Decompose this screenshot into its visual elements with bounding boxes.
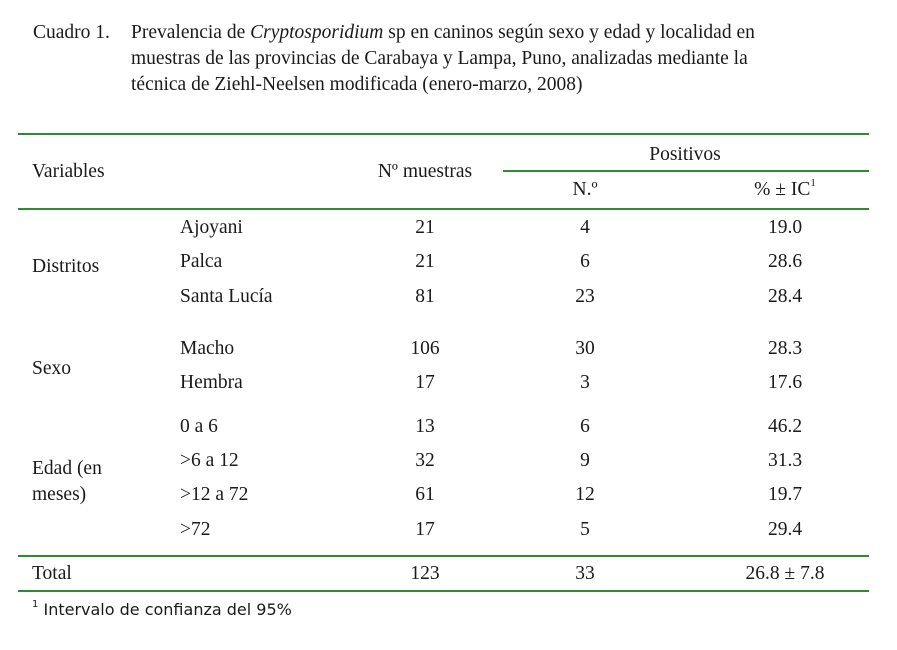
row-n-muestras: 21 — [415, 217, 435, 238]
row-label: >12 a 72 — [180, 484, 249, 505]
row-n-muestras: 17 — [415, 372, 435, 393]
row-pct: 31.3 — [767, 450, 803, 471]
row-label: >6 a 12 — [180, 450, 239, 471]
row-positivos: 23 — [575, 286, 595, 307]
header-positivos: Positivos — [649, 144, 721, 165]
header-pct-ic: % ± $IC^1$ — [754, 177, 816, 200]
top-rule — [18, 133, 869, 135]
row-n-muestras: 21 — [415, 251, 435, 272]
footnote: $^1$ Intervalo de confianza del 95% — [32, 599, 292, 619]
row-pct: 29.4 — [767, 519, 803, 540]
caption-line-2: muestras de las provincias de Carabaya y Lampa, Puno, analizadas mediante la — [131, 48, 748, 69]
row-n-muestras: 13 — [415, 416, 435, 437]
group-edad-line-2: meses) — [32, 484, 87, 505]
row-label: Hembra — [180, 372, 243, 393]
row-positivos: 30 — [575, 338, 595, 359]
total-rule — [18, 555, 869, 557]
row-pct: 28.3 — [767, 338, 803, 359]
row-label: Ajoyani — [180, 217, 243, 238]
row-pct: 28.6 — [767, 251, 803, 272]
row-label: 0 a 6 — [180, 416, 218, 437]
row-label: Santa Lucía — [180, 286, 273, 307]
row-positivos: 6 — [580, 251, 590, 272]
caption-species: Cryptosporidium — [250, 22, 384, 43]
row-n-muestras: 17 — [415, 519, 435, 540]
row-n-muestras: 81 — [415, 286, 435, 307]
total-n-muestras: 123 — [410, 563, 440, 584]
caption-line-3: técnica de Ziehl-Neelsen modificada (enero-marzo, 2008) — [131, 74, 583, 95]
total-positivos: 33 — [575, 563, 595, 584]
header-rule — [18, 208, 869, 210]
group-distritos: Distritos — [32, 256, 100, 277]
row-label: >72 — [180, 519, 211, 540]
caption-label: Cuadro 1. — [33, 22, 110, 43]
row-pct: 19.0 — [767, 217, 803, 238]
row-pct: 46.2 — [767, 416, 803, 437]
row-positivos: 4 — [580, 217, 590, 238]
row-pct: 17.6 — [767, 372, 803, 393]
group-sexo: Sexo — [32, 358, 71, 379]
header-variables: Variables — [32, 161, 105, 182]
row-positivos: 12 — [575, 484, 595, 505]
group-edad-line-1: Edad (en — [32, 458, 102, 479]
positivos-rule — [503, 170, 869, 172]
row-positivos: 9 — [580, 450, 590, 471]
row-positivos: 5 — [580, 519, 590, 540]
row-pct: 19.7 — [767, 484, 803, 505]
row-n-muestras: 61 — [415, 484, 435, 505]
row-label: Palca — [180, 251, 223, 272]
bottom-rule — [18, 590, 869, 592]
total-pct: 26.8 ± 7.8 — [745, 563, 825, 584]
row-positivos: 6 — [580, 416, 590, 437]
row-n-muestras: 32 — [415, 450, 435, 471]
row-positivos: 3 — [580, 372, 590, 393]
table-caption — [33, 20, 873, 98]
caption-line-1: Prevalencia de Cryptosporidium sp en caninos según sexo y edad y localidad en — [131, 22, 755, 43]
row-label: Macho — [180, 338, 235, 359]
row-pct: 28.4 — [767, 286, 803, 307]
header-n: N.º — [572, 179, 598, 200]
header-n-muestras: Nº muestras — [377, 161, 473, 182]
row-n-muestras: 106 — [410, 338, 440, 359]
total-label: Total — [32, 563, 72, 584]
